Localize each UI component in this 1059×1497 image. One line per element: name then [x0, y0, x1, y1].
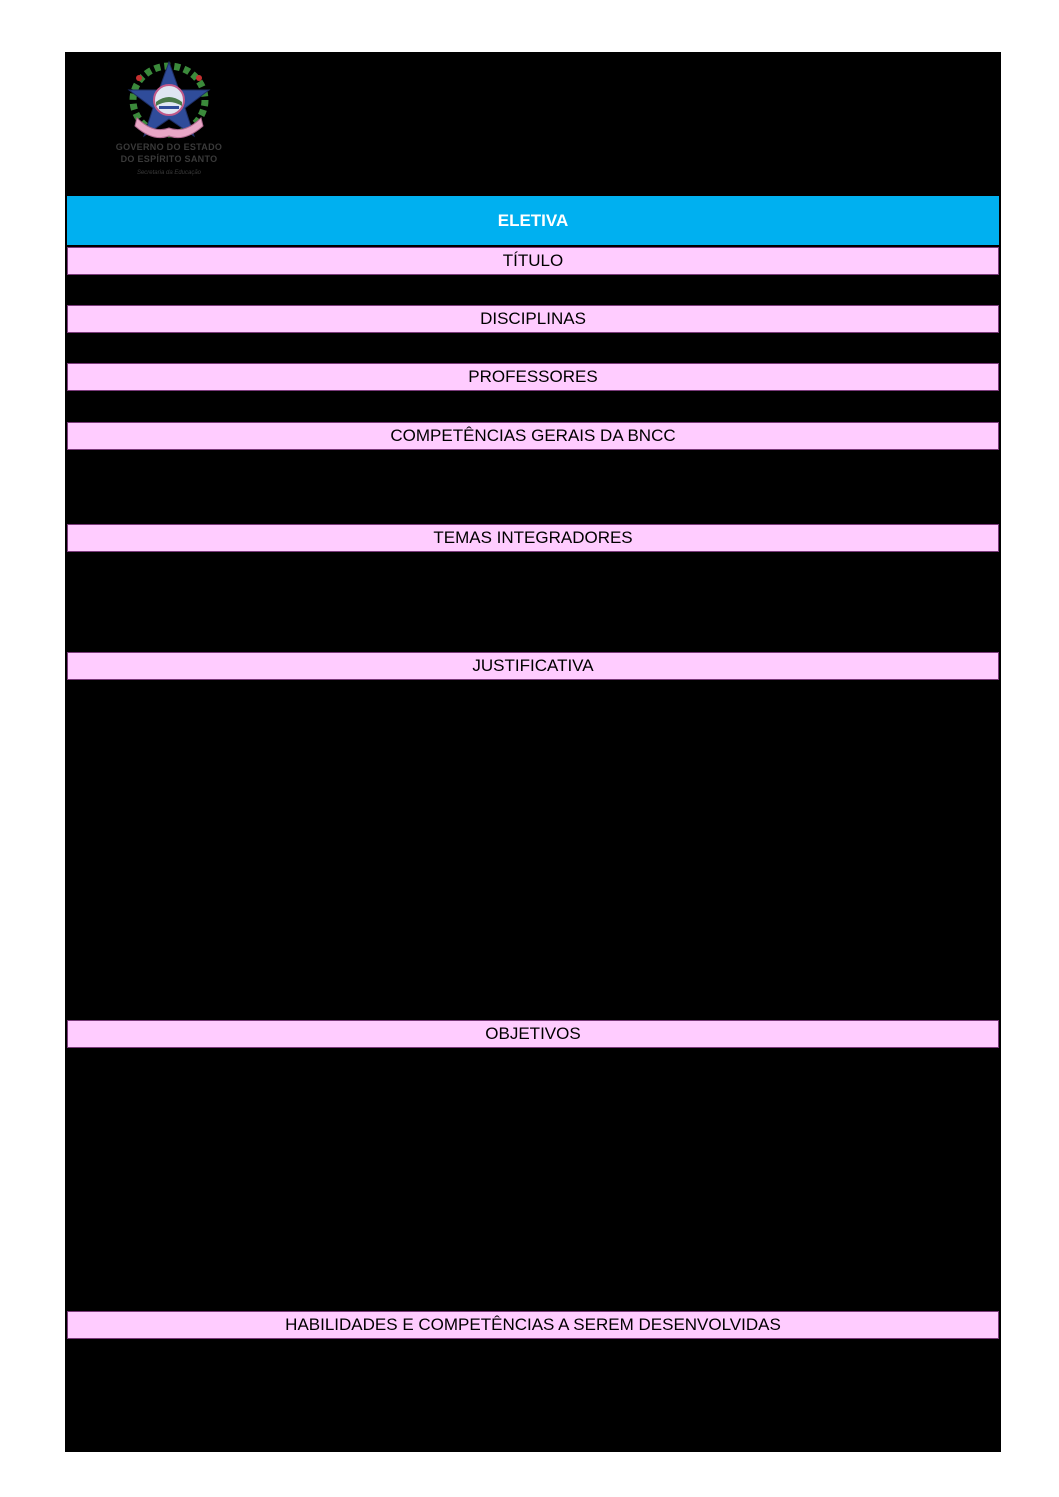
section-header-temas-integradores: TEMAS INTEGRADORES [67, 524, 999, 552]
objetivos-field[interactable] [67, 1048, 999, 1311]
temas-integradores-field[interactable] [67, 552, 999, 652]
justificativa-field[interactable] [67, 680, 999, 1020]
section-header-habilidades: HABILIDADES E COMPETÊNCIAS A SEREM DESENVOLVIDAS [67, 1311, 999, 1339]
section-header-competencias-bncc: COMPETÊNCIAS GERAIS DA BNCC [67, 422, 999, 450]
logo-text-line1: GOVERNO DO ESTADO [115, 142, 223, 152]
disciplinas-field[interactable] [67, 333, 999, 363]
professores-field[interactable] [67, 391, 999, 422]
section-header-titulo: TÍTULO [67, 247, 999, 275]
logo-text-line2: DO ESPÍRITO SANTO [120, 154, 218, 164]
section-header-objetivos: OBJETIVOS [67, 1020, 999, 1048]
eletiva-title-bar: ELETIVA [67, 196, 999, 245]
form-sheet [65, 52, 1001, 1452]
habilidades-field[interactable] [67, 1339, 999, 1449]
logo-text-line3: Secretaria da Educação [136, 170, 202, 176]
state-coat-of-arms-logo [93, 56, 223, 186]
section-header-disciplinas: DISCIPLINAS [67, 305, 999, 333]
section-header-justificativa: JUSTIFICATIVA [67, 652, 999, 680]
competencias-bncc-field[interactable] [67, 450, 999, 524]
coat-of-arms-icon [93, 56, 245, 142]
titulo-field[interactable] [67, 275, 999, 305]
section-header-professores: PROFESSORES [67, 363, 999, 391]
